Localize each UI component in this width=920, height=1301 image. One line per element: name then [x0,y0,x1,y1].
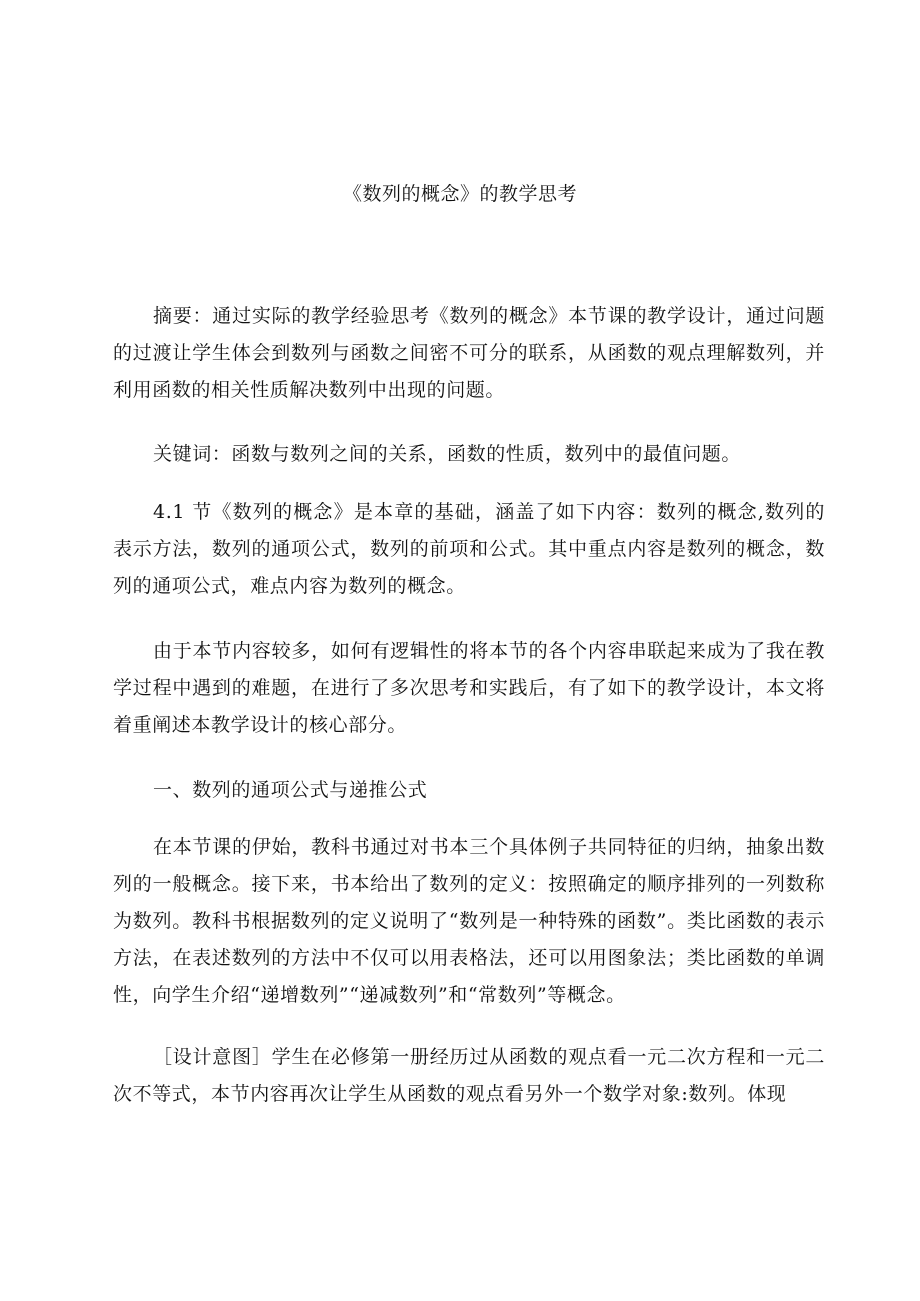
body-paragraph: 在本节课的伊始，教科书通过对书本三个具体例子共同特征的归纳，抽象出数列的一般概念。接下来，书本给出了数列的定义：按照确定的顺序排列的一列数称为数列。教科书根据数列的定义说明了“数列是一种特殊的函数”。类比函数的表示方法，在表述数列的方法中不仅可以用表格法，还可以用图象法；类比函数的单调性，向学生介绍“递增数列”“递减数列”和“常数列”等概念。 [113,836,825,1006]
context-paragraph: 由于本节内容较多，如何有逻辑性的将本节的各个内容串联起来成为了我在教学过程中遇到的难题，在进行了多次思考和实践后，有了如下的教学设计，本文将着重阐述本教学设计的核心部分。 [113,640,825,736]
abstract-paragraph: 摘要：通过实际的教学经验思考《数列的概念》本节课的教学设计，通过问题的过渡让学生体会到数列与函数之间密不可分的联系，从函数的观点理解数列，并利用函数的相关性质解决数列中出现的问题。 [113,305,825,401]
document-title: 《数列的概念》的教学思考 [342,183,577,205]
keywords-paragraph: 关键词：函数与数列之间的关系，函数的性质，数列中的最值问题。 [153,443,742,465]
design-intent-paragraph: ［设计意图］学生在必修第一册经历过从函数的观点看一元二次方程和一元二次不等式，本节内容再次让学生从函数的观点看另外一个数学对象:数列。体现 [113,1046,825,1105]
intro-paragraph: 4.1 节《数列的概念》是本章的基础，涵盖了如下内容：数列的概念,数列的表示方法，数列的通项公式，数列的前项和公式。其中重点内容是数列的概念，数列的通项公式，难点内容为数列的概念。 [113,501,825,597]
section-heading: 一、数列的通项公式与递推公式 [153,779,428,801]
